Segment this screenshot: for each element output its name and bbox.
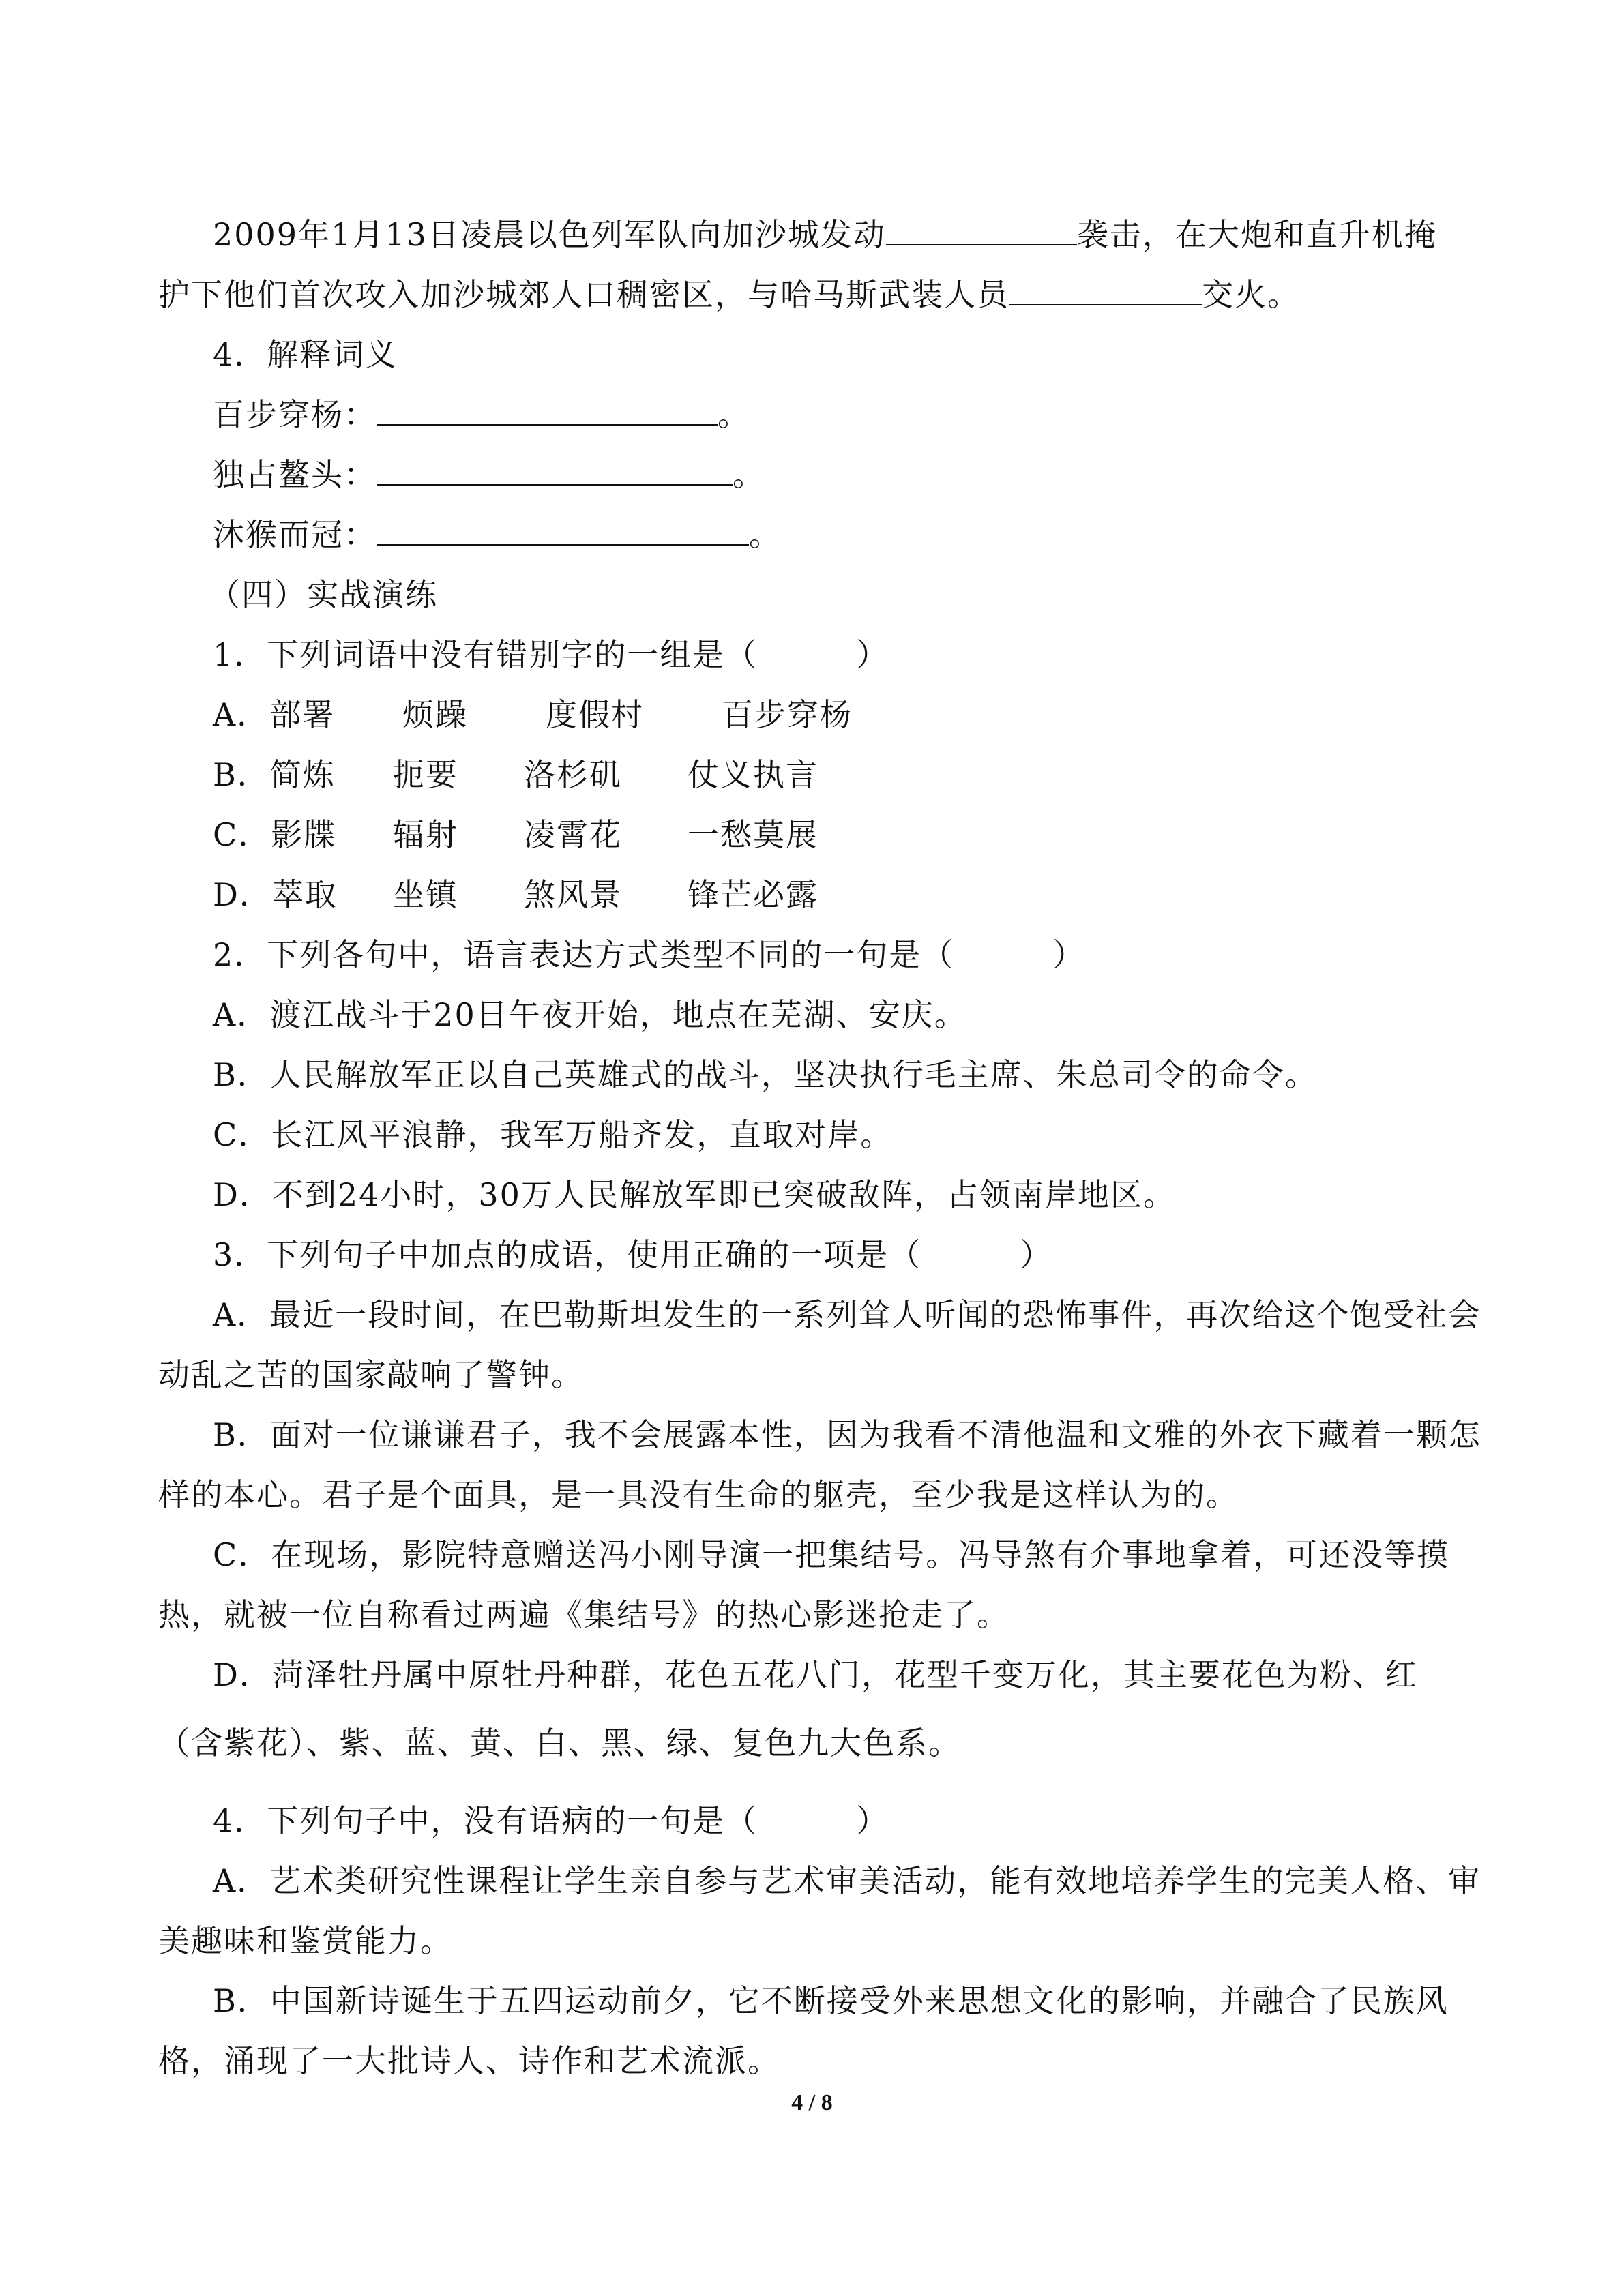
option-word: 凌霄花 bbox=[524, 816, 622, 853]
word-end: 。 bbox=[718, 396, 750, 433]
question-title: 4．解释词义 bbox=[213, 336, 398, 373]
option-b: B．中国新诗诞生于五四运动前夕，它不断接受外来思想文化的影响，并融合了民族风 bbox=[213, 1982, 1449, 2019]
option-row-d bbox=[213, 874, 818, 915]
passage-line-2 bbox=[158, 274, 1300, 315]
question-stem: 3．下列句子中加点的成语，使用正确的一项是（ ） bbox=[213, 1236, 1053, 1273]
option-word: 烦躁 bbox=[402, 696, 468, 733]
option-d: D．不到24小时，30万人民解放军即已突破敌阵，占领南岸地区。 bbox=[213, 1176, 1176, 1213]
section-title: （四）实战演练 bbox=[209, 576, 438, 613]
option-word: 锋芒必露 bbox=[688, 876, 818, 913]
word-definition-line bbox=[213, 394, 750, 435]
option-word: 洛杉矶 bbox=[524, 756, 622, 793]
option-word: C．影牒 bbox=[213, 816, 337, 853]
word-end: 。 bbox=[749, 516, 782, 553]
option-c: C．长江风平浪静，我军万船齐发，直取对岸。 bbox=[213, 1116, 894, 1153]
answer-blank[interactable] bbox=[1009, 274, 1202, 305]
page-number: 4 / 8 bbox=[791, 2090, 833, 2115]
option-word: B．简炼 bbox=[213, 756, 336, 793]
option-word: 煞风景 bbox=[524, 876, 622, 913]
question-stem: 4．下列句子中，没有语病的一句是（ ） bbox=[213, 1802, 889, 1839]
passage-text: 交火。 bbox=[1202, 276, 1300, 313]
option-word: 仗义执言 bbox=[688, 756, 818, 793]
word-definition-line bbox=[213, 514, 782, 555]
option-row-c bbox=[213, 814, 818, 855]
option-d-cont: （含紫花）、紫、蓝、黄、白、黑、绿、复色九大色系。 bbox=[158, 1725, 961, 1761]
definition-blank[interactable] bbox=[377, 514, 749, 546]
option-a: A．渡江战斗于20日午夜开始，地点在芜湖、安庆。 bbox=[213, 996, 967, 1033]
option-b: B．面对一位谦谦君子，我不会展露本性，因为我看不清他温和文雅的外衣下藏着一颗怎 bbox=[213, 1416, 1481, 1453]
option-c-cont: 热，就被一位自称看过两遍《集结号》的热心影迷抢走了。 bbox=[158, 1596, 1009, 1633]
option-b-cont: 格，涌现了一大批诗人、诗作和艺术流派。 bbox=[158, 2042, 780, 2079]
passage-text: 护下他们首次攻入加沙城郊人口稠密区，与哈马斯武装人员 bbox=[158, 276, 1009, 313]
option-b: B．人民解放军正以自己英雄式的战斗，坚决执行毛主席、朱总司令的命令。 bbox=[213, 1056, 1318, 1093]
option-a: A．艺术类研究性课程让学生亲自参与艺术审美活动，能有效地培养学生的完美人格、审 bbox=[213, 1862, 1481, 1899]
definition-blank[interactable] bbox=[377, 454, 733, 486]
question-stem: 2．下列各句中，语言表达方式类型不同的一句是（ ） bbox=[213, 936, 1086, 973]
passage-line-1 bbox=[213, 214, 1437, 255]
passage-text: 2009年1月13日凌晨以色列军队向加沙城发动 bbox=[213, 216, 886, 253]
word-label: 沐猴而冠： bbox=[213, 516, 377, 553]
definition-blank[interactable] bbox=[377, 394, 718, 426]
passage-text: 袭击，在大炮和直升机掩 bbox=[1076, 216, 1437, 253]
word-end: 。 bbox=[733, 456, 765, 493]
option-a: A．最近一段时间，在巴勒斯坦发生的一系列耸人听闻的恐怖事件，再次给这个饱受社会 bbox=[213, 1296, 1481, 1333]
option-d: D．菏泽牡丹属中原牡丹种群，花色五花八门，花型千变万化，其主要花色为粉、红 bbox=[213, 1656, 1418, 1693]
option-word: D．萃取 bbox=[213, 876, 338, 913]
option-word: 一愁莫展 bbox=[688, 816, 818, 853]
option-word: 度假村 bbox=[546, 696, 644, 733]
option-a-cont: 美趣味和鉴赏能力。 bbox=[158, 1922, 453, 1959]
word-label: 独占鳌头： bbox=[213, 456, 377, 493]
option-c: C．在现场，影院特意赠送冯小刚导演一把集结号。冯导煞有介事地拿着，可还没等摸 bbox=[213, 1536, 1450, 1573]
option-row-b bbox=[213, 754, 818, 795]
question-stem: 1．下列词语中没有错别字的一组是（ ） bbox=[213, 636, 889, 673]
answer-blank[interactable] bbox=[886, 214, 1077, 245]
option-row-a bbox=[213, 694, 853, 735]
option-word: 扼要 bbox=[393, 756, 458, 793]
option-word: 坐镇 bbox=[393, 876, 458, 913]
word-label: 百步穿杨： bbox=[213, 396, 377, 433]
option-a-cont: 动乱之苦的国家敲响了警钟。 bbox=[158, 1356, 584, 1393]
option-word: 百步穿杨 bbox=[722, 696, 853, 733]
option-b-cont: 样的本心。君子是个面具，是一具没有生命的躯壳，至少我是这样认为的。 bbox=[158, 1476, 1239, 1513]
option-word: 辐射 bbox=[393, 816, 458, 853]
word-definition-line bbox=[213, 454, 765, 495]
option-word: A．部署 bbox=[213, 696, 336, 733]
